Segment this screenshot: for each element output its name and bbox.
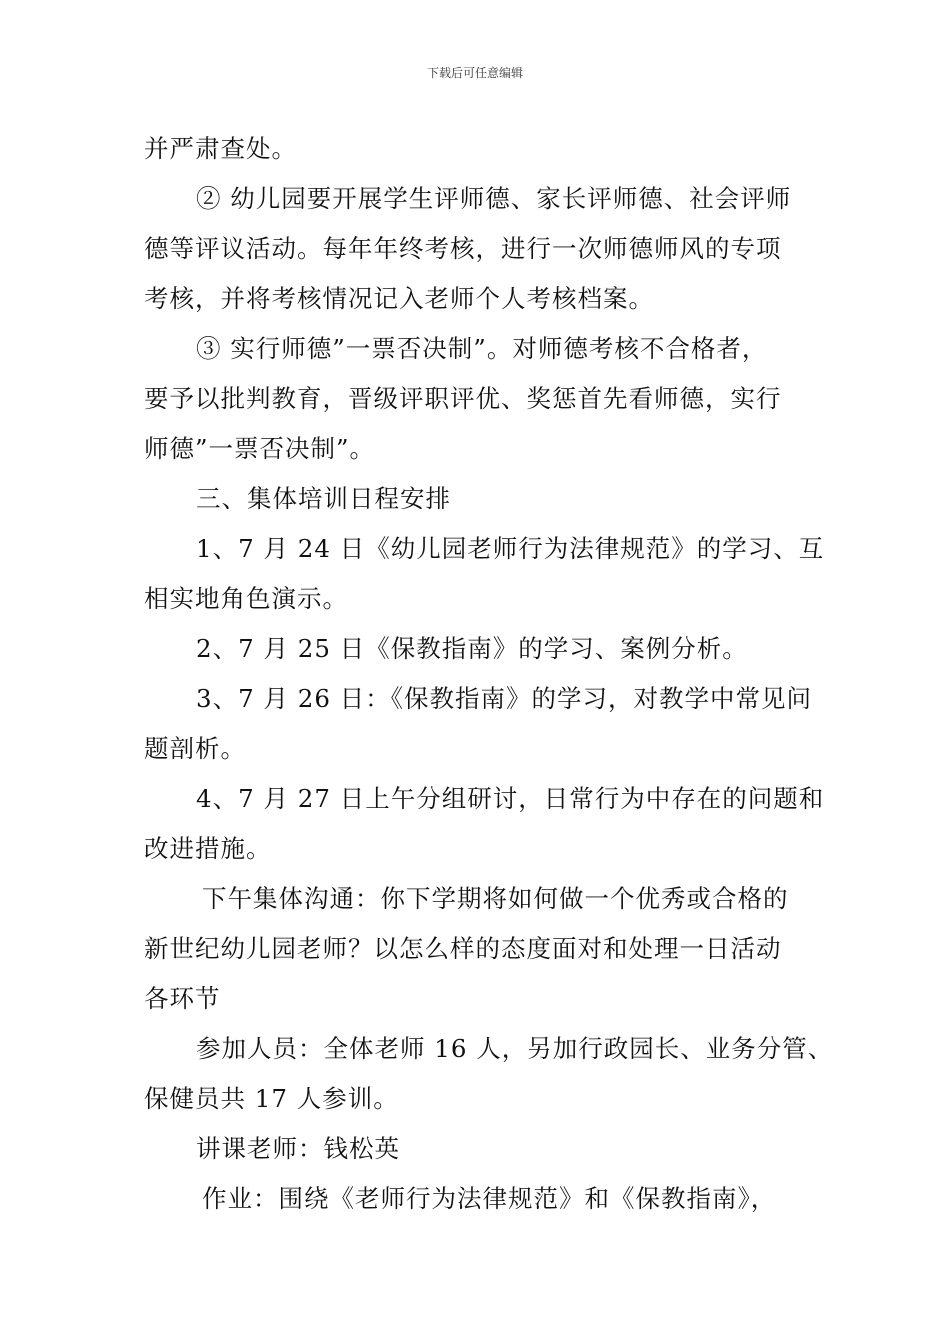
paragraph-line: 相实地角色演示。	[144, 584, 348, 613]
paragraph-line: 师德”一票否决制”。	[144, 434, 376, 463]
paragraph-line: ③ 实行师德”一票否决制”。对师德考核不合格者，	[196, 334, 768, 363]
paragraph-line: ② 幼儿园要开展学生评师德、家长评师德、社会评师	[196, 184, 792, 213]
paragraph-line: 德等评议活动。每年年终考核，进行一次师德师风的专项	[144, 234, 782, 263]
paragraph-line: 并严肃查处。	[144, 134, 297, 163]
paragraph-line: 2、7 月 25 日《保教指南》的学习、案例分析。	[196, 634, 748, 663]
paragraph-line: 改进措施。	[144, 834, 272, 863]
document-body	[144, 124, 834, 1224]
paragraph-line: 1、7 月 24 日《幼儿园老师行为法律规范》的学习、互	[196, 534, 825, 563]
paragraph-line: 下午集体沟通：你下学期将如何做一个优秀或合格的	[202, 884, 789, 913]
paragraph-line: 要予以批判教育，晋级评职评优、奖惩首先看师德，实行	[144, 384, 782, 413]
paragraph-line: 题剖析。	[144, 734, 246, 763]
section-heading: 三、集体培训日程安排	[196, 484, 451, 513]
paragraph-line: 新世纪幼儿园老师？以怎么样的态度面对和处理一日活动	[144, 934, 782, 963]
paragraph-line: 保健员共 17 人参训。	[144, 1084, 399, 1113]
paragraph-line: 各环节	[144, 984, 221, 1013]
paragraph-line: 讲课老师：钱松英	[196, 1134, 400, 1163]
paragraph-line: 作业：围绕《老师行为法律规范》和《保教指南》，	[202, 1184, 777, 1213]
paragraph-line: 考核，并将考核情况记入老师个人考核档案。	[144, 284, 654, 313]
paragraph-line: 参加人员：全体老师 16 人，另加行政园长、业务分管、	[196, 1034, 834, 1063]
paragraph-line: 4、7 月 27 日上午分组研讨，日常行为中存在的问题和	[196, 784, 825, 813]
paragraph-line: 3、7 月 26 日：《保教指南》的学习，对教学中常见问	[196, 684, 812, 713]
page-header-note: 下载后可任意编辑	[426, 66, 523, 80]
